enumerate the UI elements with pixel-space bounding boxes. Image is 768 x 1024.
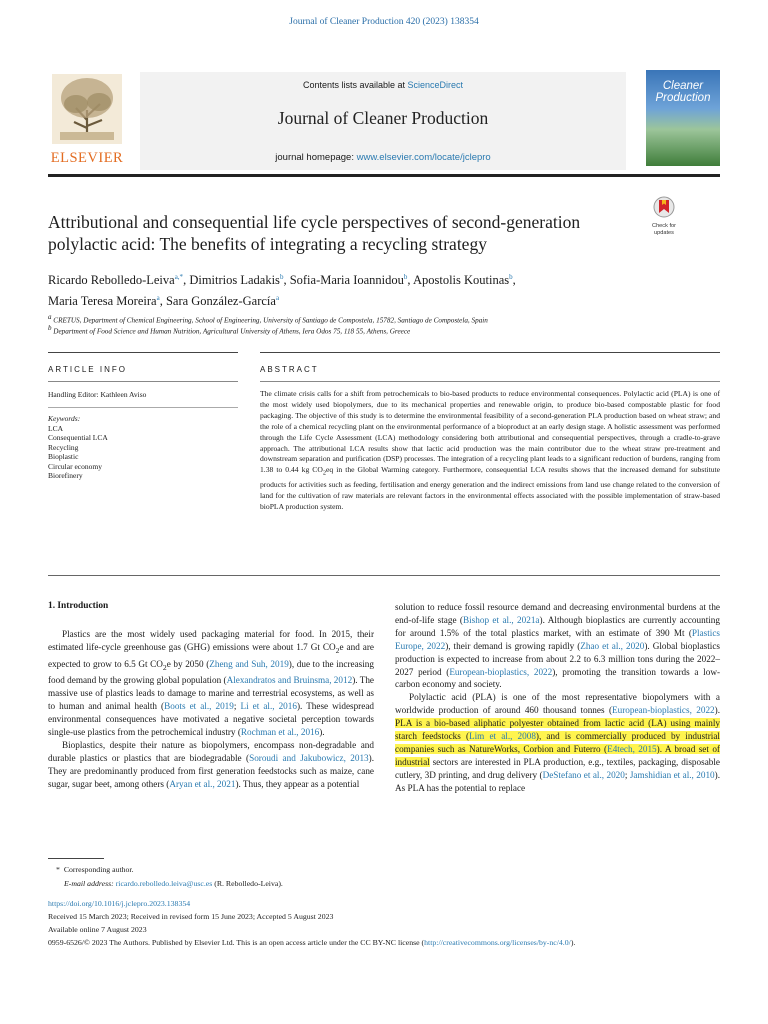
highlighted-text: PLA is a bio-based aliphatic polyester obtained from lactic acid (LA) using mainly starch feedstocks ( <box>395 718 720 742</box>
journal-cover-image[interactable] <box>646 70 720 166</box>
author[interactable]: Dimitrios Ladakis <box>189 273 280 288</box>
footnote-mark: * <box>56 865 60 874</box>
available-online: Available online 7 August 2023 <box>48 925 147 934</box>
cover-title-line: Production <box>655 92 711 104</box>
journal-title: Journal of Cleaner Production <box>277 108 489 128</box>
article-title <box>48 211 638 255</box>
paragraph <box>395 601 720 691</box>
author[interactable]: Sofia-Maria Ioannidou <box>289 273 404 288</box>
author-affil-mark[interactable]: a <box>275 294 280 303</box>
badge-text: updates <box>654 229 674 236</box>
intro-left-column <box>48 628 374 791</box>
text: ). <box>714 705 720 716</box>
intro-right-column <box>395 601 720 795</box>
keyword: Consequential LCA <box>48 433 108 442</box>
keywords-block <box>48 414 238 481</box>
sciencedirect-link[interactable]: ScienceDirect <box>407 80 464 90</box>
author-affil-mark[interactable]: b <box>403 273 408 281</box>
doi-link[interactable]: https://doi.org/10.1016/j.jclepro.2023.138354 <box>48 899 191 908</box>
text: ). Thus, they appear as a potential <box>235 778 360 789</box>
author-sep: , <box>159 294 166 309</box>
footnote-rule <box>48 858 104 859</box>
author-list <box>48 268 688 310</box>
received-dates: Received 15 March 2023; Received in revised form 15 June 2023; Accepted 5 August 2023 <box>48 912 334 921</box>
text: Plastics are the most widely used packaging material for food. In 2015, their estimated life-cycle greenhouse gas (GHG) emissions were about 1.7 Gt CO <box>48 629 374 652</box>
check-for-updates-badge[interactable] <box>646 196 682 236</box>
email-label: E-mail address: <box>64 879 116 888</box>
license-link[interactable]: http://creativecommons.org/licenses/by-nc/4.0/ <box>424 938 571 947</box>
author[interactable]: Maria Teresa Moreira <box>48 294 157 309</box>
cover-title-line: Cleaner <box>662 80 704 92</box>
citation-link[interactable]: European-bioplastics, 2022 <box>612 705 715 716</box>
citation-link[interactable]: E4tech, 2015 <box>607 743 657 754</box>
citation-link[interactable]: Rochman et al., 2016 <box>240 727 320 737</box>
abstract-part: eq in the Global Warming category. Furthermore, consequential LCA results shows that the increased demand for substitute products for activities such as feeding, fertilisation and energy generation and the indirect emissions from land use change related to the conversion of land for the cultivation of raw materials are relevant factors in the environmental effects associated with the possible implementation of straw-based bioPLA production system. <box>260 465 720 511</box>
text: ; <box>624 769 630 780</box>
license-text <box>48 937 720 948</box>
text: sectors are interested in PLA production, e.g., textiles, packaging, disposable cutlery, 3D printing, and drug delivery ( <box>395 756 720 780</box>
keyword: Bioplastic <box>48 452 79 461</box>
abstract-text <box>260 389 720 512</box>
contents-line <box>140 80 626 90</box>
header-rule <box>48 174 720 177</box>
article-info-rule <box>48 352 238 353</box>
abstract-heading: ABSTRACT <box>260 365 319 374</box>
citation-link[interactable]: Jamshidian et al., 2010 <box>629 769 715 780</box>
author-affil-mark[interactable]: a,* <box>174 273 184 281</box>
citation-link[interactable]: European-bioplastics, 2022 <box>449 666 553 677</box>
text: ). The massive use of plastics leads to damage to marine and terrestrial ecosystems, as well as to human and animal health ( <box>48 675 374 712</box>
contents-prefix: Contents lists available at <box>302 80 408 90</box>
citation-link[interactable]: Zheng and Suh, 2019 <box>209 658 289 669</box>
affil-mark: b <box>48 324 52 332</box>
email-suffix: (R. Rebolledo-Leiva). <box>212 879 283 888</box>
corresponding-author-note <box>56 864 134 875</box>
citation-link[interactable]: DeStefano et al., 2020 <box>542 769 625 780</box>
keyword: LCA <box>48 423 63 433</box>
keywords-label: Keywords: <box>48 414 81 423</box>
author[interactable]: Ricardo Rebolledo-Leiva <box>48 273 175 288</box>
homepage-prefix: journal homepage: <box>275 152 357 163</box>
keyword: Circular economy <box>48 461 102 471</box>
text: e by 2050 ( <box>166 658 210 669</box>
bookmark-icon <box>646 196 682 218</box>
paragraph <box>48 739 374 791</box>
text-sub: 2 <box>162 662 167 672</box>
footnote-text: Corresponding author. <box>63 865 134 874</box>
text: Bioplastics, despite their nature as biopolymers, encompass non-degradable and durable plastics or plastics that are biodegradable ( <box>48 739 374 763</box>
affiliation-b <box>48 324 720 335</box>
text: ). <box>319 727 325 737</box>
text: ), due to the increasing food demand by the growing global population ( <box>48 658 374 686</box>
text: ). They are predominantly produced from first generation feedstocks such as maize, cane sugar, sugar beet, among others ( <box>48 752 374 789</box>
citation-link[interactable]: Alexandratos and Bruinsma, 2012 <box>226 675 353 686</box>
author-sep: , <box>283 273 290 288</box>
publisher-wordmark: ELSEVIER <box>50 150 124 166</box>
author-sep: , <box>407 273 413 288</box>
text: ). Although bioplastics are currently accounting for around 1.5% of the total plastics market, with an estimate of 390 Mt ( <box>395 614 720 638</box>
paragraph <box>395 691 720 794</box>
badge-text: Check for <box>652 223 676 229</box>
affiliation-text: Department of Food Science and Human Nutrition, Agricultural University of Athens, Iera Odos 75, 118 55, Athens, Greece <box>53 327 411 336</box>
author-affil-mark[interactable]: b <box>509 273 513 281</box>
citation-link[interactable]: Li et al., 2016 <box>240 701 297 712</box>
text: ), promoting the transition towards a low-carbon economy and society. <box>395 666 721 690</box>
text: ). These widespread environmental consequences have motivated a negative societal perception towards single-use plastics from the petrochemical industry ( <box>48 701 374 737</box>
text: ). As PLA has the potential to replace <box>395 769 721 793</box>
author-sep: , <box>183 273 190 288</box>
homepage-line <box>140 152 626 163</box>
text: ). Global bioplastics production is expected to increase from about 2.2 to 6.3 million tons during the 2022–2027 period ( <box>395 640 721 677</box>
citation-link[interactable]: Plastics Europe, 2022 <box>395 627 720 651</box>
text: ; <box>233 701 241 712</box>
journal-citation[interactable]: Journal of Cleaner Production 420 (2023) 138354 <box>289 17 479 27</box>
homepage-link[interactable]: www.elsevier.com/locate/jclepro <box>356 152 491 163</box>
text: solution to reduce fossil resource demand and decreasing environmental burdens at the end-of-life stage ( <box>395 602 720 625</box>
citation-link[interactable]: Aryan et al., 2021 <box>169 778 236 789</box>
handling-editor: Handling Editor: Kathleen Aviso <box>48 390 147 399</box>
abstract-subrule <box>260 381 720 382</box>
affil-mark: a <box>48 313 52 321</box>
license-part: 0959-6526/© 2023 The Authors. Published by Elsevier Ltd. This is an open access article under the CC BY-NC license ( <box>48 938 425 947</box>
abstract-bottom-rule <box>48 575 720 576</box>
text: ), their demand is growing rapidly ( <box>445 640 581 651</box>
paragraph <box>48 628 374 739</box>
license-part: ). <box>570 938 576 947</box>
title-line: polylactic acid: The benefits of integrating a recycling strategy <box>48 234 487 254</box>
keywords-rule <box>48 407 238 408</box>
affiliation-text: CRETUS, Department of Chemical Engineering, School of Engineering, University of Santiago de Compostela, 15782, Santiago de Compostela, Spain <box>53 316 488 325</box>
email-link[interactable]: ricardo.rebolledo.leiva@usc.es <box>115 879 213 888</box>
article-info-heading: ARTICLE INFO <box>48 365 127 374</box>
citation-link[interactable]: Zhao et al., 2020 <box>580 640 645 651</box>
highlighted-text: ). A broad set of industrial <box>395 743 720 767</box>
cover-title <box>646 80 720 104</box>
author-affil-mark[interactable]: a <box>156 294 160 303</box>
title-line: Attributional and consequential life cycle perspectives of second-generation <box>48 212 581 232</box>
author[interactable]: Apostolis Koutinas <box>412 273 510 288</box>
keyword: Biorefinery <box>48 471 83 480</box>
section-heading-introduction: 1. Introduction <box>48 601 109 611</box>
citation-link[interactable]: Boots et al., 2019 <box>164 701 234 712</box>
abstract-sub: 2 <box>322 469 327 477</box>
citation-link[interactable]: Lim et al., 2008 <box>469 731 536 742</box>
author[interactable]: Sara González-García <box>165 294 276 309</box>
email-line <box>64 878 283 889</box>
citation-link[interactable]: Soroudi and Jakubowicz, 2013 <box>249 752 369 763</box>
keyword: Recycling <box>48 442 79 452</box>
text-sub: 2 <box>335 645 340 655</box>
highlighted-text: ), and is commercially produced by industrial companies such as NatureWorks, Corbion and Futerro ( <box>395 731 720 754</box>
text: Polylactic acid (PLA) is one of the most representative biopolymers with a worldwide production of around 460 thousand tonnes ( <box>395 692 720 716</box>
abstract-part: The climate crisis calls for a shift from petrochemicals to bio-based products to reduce environmental consequences. Polylactic acid (PLA) is one of the most widely used biopolymers, due to its mechanical properties and renewable origin, to produce bio-based compostable plastic for food packaging. The objective of this study is to determine the environmental feasibility of a second-generation PLA production based on wheat straw; and the role of a chemical recycling plant on the environmental performance of a bioproduct at an early design stage. A holistic assessment was performed through the Life Cycle Assessment (LCA) methodology considering both attributional and consequential perspectives, through a cradle-to-grave approach. The attributional LCA results show that lactic acid production was the main contributor due to the wheat straw pre-treatment and downstream separation and purification (DSP) processes. The integration of a recycling plant leads to a significant reduction of burdens, ranging from 1.38 to 0.44 kg CO <box>260 389 720 475</box>
article-info-subrule <box>48 381 238 382</box>
text: e and are expected to grow to 6.5 Gt CO <box>48 641 375 669</box>
author-sep: , <box>512 273 516 288</box>
author-affil-mark[interactable]: b <box>279 273 284 281</box>
abstract-rule <box>260 352 720 353</box>
affiliation-a <box>48 313 720 324</box>
citation-link[interactable]: Bishop et al., 2021a <box>463 614 540 625</box>
